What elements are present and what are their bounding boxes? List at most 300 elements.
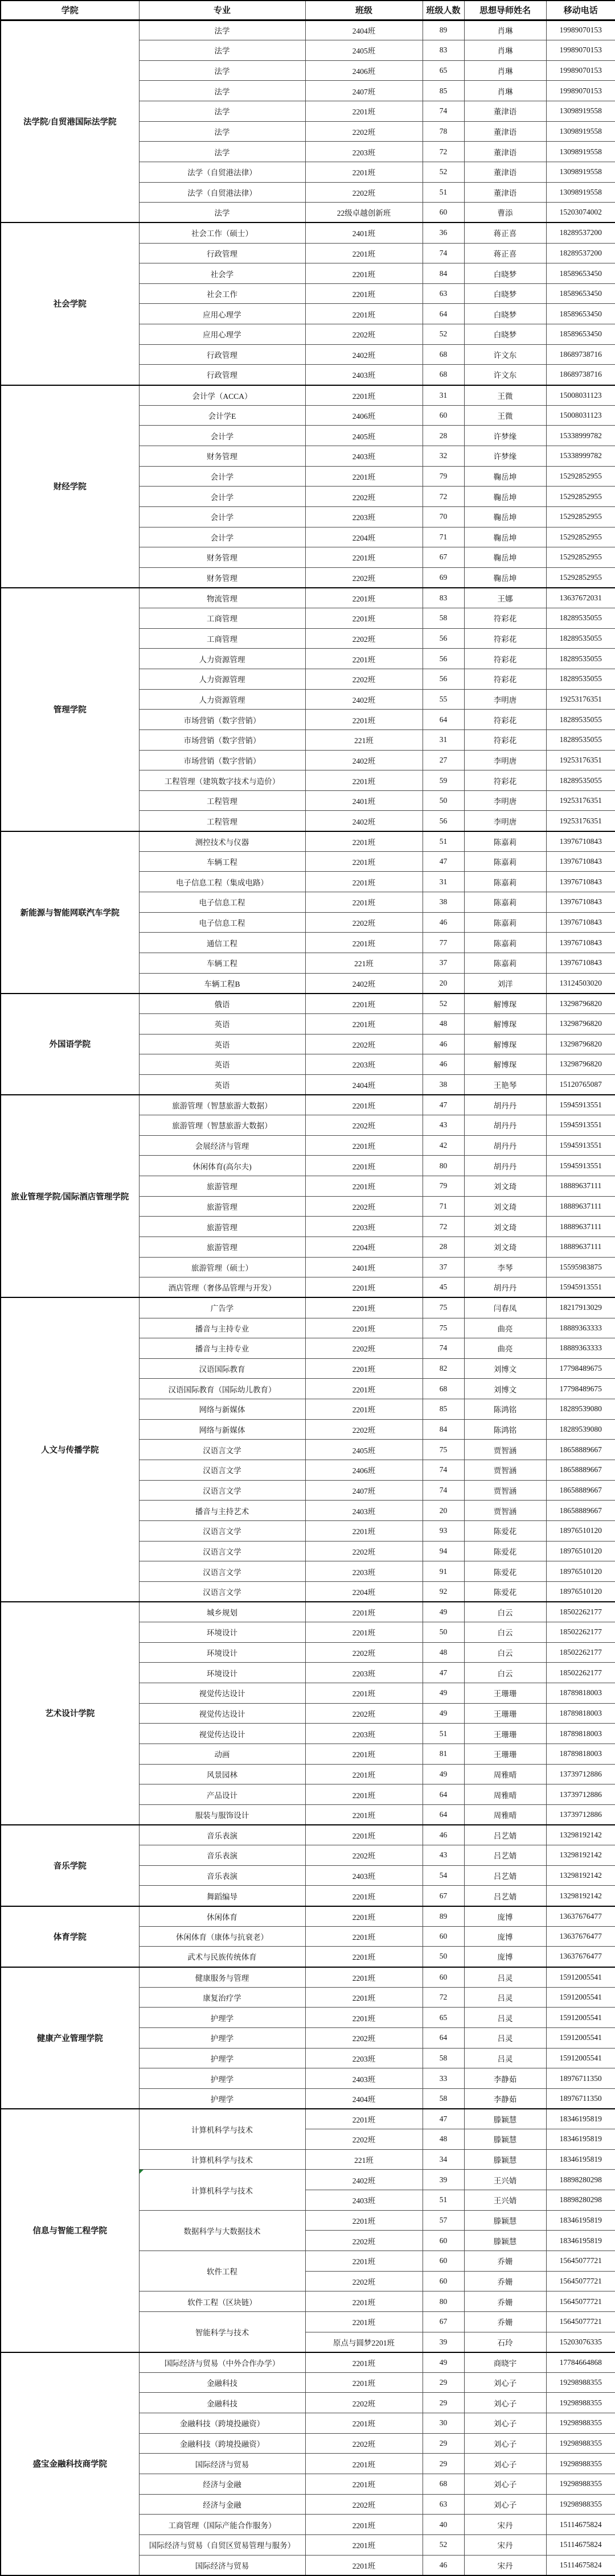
phone-cell: 19298988355	[546, 2413, 615, 2434]
college-cell: 音乐学院	[1, 1825, 139, 1906]
mentor-cell: 白晓梦	[464, 263, 546, 284]
count-cell: 78	[423, 121, 464, 142]
count-cell: 47	[423, 2109, 464, 2129]
mentor-cell: 白晓梦	[464, 324, 546, 345]
phone-cell: 13739712886	[546, 1804, 615, 1825]
major-cell: 金融科技	[139, 2393, 305, 2413]
class-cell: 2202班	[305, 1845, 423, 1866]
count-cell: 40	[423, 2515, 464, 2535]
major-cell: 环境设计	[139, 1622, 305, 1643]
class-cell: 2405班	[305, 426, 423, 446]
major-cell: 工商管理	[139, 628, 305, 649]
major-cell: 会计学	[139, 487, 305, 507]
count-cell: 94	[423, 1541, 464, 1561]
class-cell: 221班	[305, 953, 423, 973]
count-cell: 51	[423, 2190, 464, 2211]
mentor-cell: 符彩花	[464, 770, 546, 791]
major-cell: 法学	[139, 20, 305, 40]
count-cell: 64	[423, 304, 464, 324]
count-cell: 92	[423, 1581, 464, 1602]
phone-cell: 19298988355	[546, 2454, 615, 2474]
phone-cell: 13637676477	[546, 1906, 615, 1927]
major-cell: 汉语言文学	[139, 1480, 305, 1501]
mentor-cell: 陈嘉莉	[464, 831, 546, 852]
major-cell: 市场营销（数字营销）	[139, 729, 305, 750]
count-cell: 58	[423, 2048, 464, 2068]
major-cell: 英语	[139, 1054, 305, 1075]
major-cell: 武术与民族传统体育	[139, 1947, 305, 1967]
count-cell: 51	[423, 1724, 464, 1744]
phone-cell: 19253176351	[546, 750, 615, 770]
mentor-cell: 吕灵	[464, 2048, 546, 2068]
class-cell: 2201班	[305, 243, 423, 263]
major-cell: 车辆工程B	[139, 973, 305, 994]
major-cell: 法学	[139, 121, 305, 142]
phone-cell: 13098919558	[546, 121, 615, 142]
major-cell: 护理学	[139, 2088, 305, 2109]
class-cell: 2202班	[305, 487, 423, 507]
class-cell: 2201班	[305, 1135, 423, 1156]
mentor-cell: 陈嘉莉	[464, 953, 546, 973]
major-cell: 应用心理学	[139, 324, 305, 345]
phone-cell: 18976510120	[546, 1541, 615, 1561]
major-cell: 风景园林	[139, 1764, 305, 1784]
count-cell: 60	[423, 2231, 464, 2251]
phone-cell: 18289535055	[546, 608, 615, 629]
count-cell: 49	[423, 1602, 464, 1622]
class-cell: 2201班	[305, 1886, 423, 1906]
major-cell: 网络与新媒体	[139, 1419, 305, 1440]
mentor-cell: 曲亮	[464, 1338, 546, 1359]
major-cell: 会计学（ACCA）	[139, 385, 305, 406]
class-cell: 2201班	[305, 1906, 423, 1927]
count-cell: 79	[423, 1176, 464, 1197]
table-row	[1, 1906, 615, 1927]
count-cell: 89	[423, 20, 464, 40]
phone-cell: 18289539080	[546, 1419, 615, 1440]
count-cell: 81	[423, 1744, 464, 1764]
phone-cell: 15338999782	[546, 426, 615, 446]
mentor-cell: 许梦缘	[464, 446, 546, 466]
count-cell: 46	[423, 2555, 464, 2575]
mentor-cell: 吕灵	[464, 1987, 546, 2008]
major-cell: 车辆工程	[139, 953, 305, 973]
mentor-cell: 刘博文	[464, 1379, 546, 1399]
mentor-cell: 白云	[464, 1642, 546, 1663]
class-cell: 2201班	[305, 101, 423, 122]
major-cell: 社会工作	[139, 283, 305, 304]
mentor-cell: 陈爱花	[464, 1541, 546, 1561]
count-cell: 47	[423, 1663, 464, 1683]
class-cell: 2201班	[305, 1825, 423, 1845]
count-cell: 28	[423, 1237, 464, 1257]
count-cell: 75	[423, 1440, 464, 1460]
count-cell: 68	[423, 344, 464, 365]
mentor-cell: 曲亮	[464, 1318, 546, 1338]
major-cell: 国际经济与贸易（自贸区贸易管理与服务）	[139, 2534, 305, 2555]
count-cell: 52	[423, 2534, 464, 2555]
mentor-cell: 董津语	[464, 101, 546, 122]
class-cell: 2201班	[305, 2454, 423, 2474]
count-cell: 71	[423, 527, 464, 547]
phone-cell: 18502262177	[546, 1663, 615, 1683]
major-cell: 工程管理	[139, 811, 305, 831]
mentor-cell: 许文东	[464, 344, 546, 365]
class-cell: 2402班	[305, 2170, 423, 2190]
college-cell: 财经学院	[1, 385, 139, 588]
major-cell: 汉语言文学	[139, 1460, 305, 1480]
mentor-cell: 吕灵	[464, 2027, 546, 2048]
phone-cell: 18346195819	[546, 2210, 615, 2231]
phone-cell: 18289535055	[546, 710, 615, 730]
phone-cell: 15945913551	[546, 1095, 615, 1115]
mentor-cell: 陈鸿铭	[464, 1419, 546, 1440]
count-cell: 50	[423, 1622, 464, 1643]
major-cell: 广告学	[139, 1297, 305, 1318]
count-cell: 69	[423, 567, 464, 588]
class-cell: 2201班	[305, 2311, 423, 2332]
class-cell: 2203班	[305, 506, 423, 527]
phone-cell: 15912005541	[546, 2008, 615, 2028]
count-cell: 43	[423, 1845, 464, 1866]
phone-cell: 15008031123	[546, 385, 615, 406]
mentor-cell: 符彩花	[464, 669, 546, 690]
mentor-cell: 符彩花	[464, 649, 546, 669]
phone-cell: 18289535055	[546, 669, 615, 690]
major-cell: 国际经济与贸易	[139, 2454, 305, 2474]
phone-cell: 13298796820	[546, 1054, 615, 1075]
count-cell: 46	[423, 912, 464, 933]
major-cell: 产品设计	[139, 1784, 305, 1805]
mentor-cell: 贾智涵	[464, 1460, 546, 1480]
class-cell: 2203班	[305, 1054, 423, 1075]
phone-cell: 18502262177	[546, 1622, 615, 1643]
phone-cell: 13976710843	[546, 953, 615, 973]
class-cell: 2201班	[305, 892, 423, 913]
class-cell: 2403班	[305, 446, 423, 466]
class-cell: 2201班	[305, 831, 423, 852]
mentor-cell: 贾智涵	[464, 1480, 546, 1501]
major-cell: 旅游管理	[139, 1217, 305, 1237]
header-row	[1, 1, 615, 20]
count-cell: 36	[423, 222, 464, 243]
major-cell: 物流管理	[139, 588, 305, 608]
count-cell: 60	[423, 1967, 464, 1988]
phone-cell: 18502262177	[546, 1602, 615, 1622]
major-cell: 人力资源管理	[139, 649, 305, 669]
phone-cell: 18589653450	[546, 304, 615, 324]
major-cell: 会计学	[139, 527, 305, 547]
class-cell: 2404班	[305, 1074, 423, 1095]
count-cell: 67	[423, 2311, 464, 2332]
count-cell: 55	[423, 689, 464, 710]
class-cell: 2201班	[305, 283, 423, 304]
college-cell: 社会学院	[1, 222, 139, 385]
mentor-cell: 董津语	[464, 121, 546, 142]
phone-cell: 15945913551	[546, 1156, 615, 1176]
major-cell: 财务管理	[139, 446, 305, 466]
phone-cell: 13298796820	[546, 1013, 615, 1034]
major-cell: 人力资源管理	[139, 669, 305, 690]
table-row	[1, 2109, 615, 2129]
phone-cell: 13976710843	[546, 872, 615, 892]
class-cell: 2202班	[305, 1196, 423, 1217]
mentor-cell: 鞠岳坤	[464, 547, 546, 568]
class-cell: 2203班	[305, 1724, 423, 1744]
major-cell: 汉语国际教育	[139, 1358, 305, 1379]
class-cell: 2401班	[305, 1257, 423, 1277]
phone-cell: 18689738716	[546, 344, 615, 365]
major-cell: 电子信息工程	[139, 912, 305, 933]
class-cell: 原点与圆梦2201班	[305, 2332, 423, 2352]
class-cell: 2201班	[305, 2534, 423, 2555]
class-cell: 2202班	[305, 2393, 423, 2413]
count-cell: 48	[423, 2129, 464, 2150]
mentor-cell: 刘文琦	[464, 1217, 546, 1237]
mentor-cell: 吕艺婧	[464, 1865, 546, 1886]
class-cell: 2203班	[305, 1663, 423, 1683]
college-cell: 信息与智能工程学院	[1, 2109, 139, 2352]
table-row	[1, 1095, 615, 1115]
college-cell: 盛宝金融科技商学院	[1, 2352, 139, 2575]
major-cell: 测控技术与仪器	[139, 831, 305, 852]
phone-cell: 18289535055	[546, 649, 615, 669]
class-cell: 2201班	[305, 1987, 423, 2008]
phone-cell: 18289535055	[546, 729, 615, 750]
class-cell: 2201班	[305, 2109, 423, 2129]
major-cell: 会计学E	[139, 405, 305, 426]
class-cell: 2201班	[305, 547, 423, 568]
count-cell: 37	[423, 953, 464, 973]
phone-cell: 13637676477	[546, 1926, 615, 1947]
class-cell: 2201班	[305, 2474, 423, 2495]
class-cell: 2401班	[305, 790, 423, 811]
count-cell: 30	[423, 2413, 464, 2434]
phone-cell: 13976710843	[546, 892, 615, 913]
class-cell: 2201班	[305, 851, 423, 872]
count-cell: 64	[423, 1784, 464, 1805]
class-cell: 2201班	[305, 1602, 423, 1622]
mentor-cell: 刘心子	[464, 2372, 546, 2393]
phone-cell: 18658889667	[546, 1480, 615, 1501]
count-cell: 65	[423, 60, 464, 81]
major-cell: 休闲体育	[139, 1906, 305, 1927]
phone-cell: 13976710843	[546, 933, 615, 953]
phone-cell: 13637672031	[546, 588, 615, 608]
class-cell: 2201班	[305, 2352, 423, 2373]
count-cell: 75	[423, 1318, 464, 1338]
count-cell: 58	[423, 608, 464, 629]
mentor-cell: 符彩花	[464, 628, 546, 649]
class-cell: 2201班	[305, 2291, 423, 2312]
mentor-cell: 白晓梦	[464, 283, 546, 304]
mentor-cell: 刘心子	[464, 2433, 546, 2454]
class-cell: 2406班	[305, 1460, 423, 1480]
major-cell: 财务管理	[139, 567, 305, 588]
major-cell: 旅游管理（智慧旅游大数据）	[139, 1095, 305, 1115]
mentor-cell: 肖琳	[464, 60, 546, 81]
class-cell: 22级卓越创新班	[305, 203, 423, 223]
count-cell: 82	[423, 1358, 464, 1379]
count-cell: 91	[423, 1561, 464, 1582]
count-cell: 60	[423, 2271, 464, 2291]
count-cell: 59	[423, 770, 464, 791]
class-cell: 2201班	[305, 588, 423, 608]
mentor-cell: 刘心子	[464, 2494, 546, 2515]
major-cell: 视觉传达设计	[139, 1724, 305, 1744]
class-cell: 2201班	[305, 994, 423, 1014]
mentor-cell: 滕颖慧	[464, 2231, 546, 2251]
class-cell: 2402班	[305, 750, 423, 770]
mentor-cell: 鞠岳坤	[464, 487, 546, 507]
mentor-cell: 李明唐	[464, 790, 546, 811]
phone-cell: 13976710843	[546, 851, 615, 872]
phone-cell: 19989070153	[546, 81, 615, 101]
count-cell: 60	[423, 1926, 464, 1947]
count-cell: 56	[423, 649, 464, 669]
count-cell: 31	[423, 872, 464, 892]
class-cell: 2201班	[305, 1622, 423, 1643]
major-cell: 软件工程（区块链）	[139, 2291, 305, 2312]
phone-cell: 15945913551	[546, 1115, 615, 1136]
major-cell: 行政管理	[139, 243, 305, 263]
phone-cell: 18789818003	[546, 1683, 615, 1704]
table-row	[1, 994, 615, 1014]
count-cell: 56	[423, 669, 464, 690]
major-cell: 计算机科学与技术	[139, 2149, 305, 2170]
phone-cell: 19253176351	[546, 689, 615, 710]
table-row	[1, 20, 615, 40]
major-cell: 汉语言文学	[139, 1561, 305, 1582]
class-cell: 2202班	[305, 1541, 423, 1561]
class-cell: 2201班	[305, 162, 423, 182]
major-cell: 行政管理	[139, 344, 305, 365]
count-cell: 65	[423, 2008, 464, 2028]
mentor-cell: 解博琛	[464, 1013, 546, 1034]
class-cell: 2402班	[305, 689, 423, 710]
major-cell: 康复治疗学	[139, 1987, 305, 2008]
phone-cell: 19298988355	[546, 2494, 615, 2515]
class-cell: 2407班	[305, 1480, 423, 1501]
phone-cell: 17798489675	[546, 1379, 615, 1399]
mentor-cell: 刘心子	[464, 2454, 546, 2474]
mentor-cell: 胡丹丹	[464, 1115, 546, 1136]
major-cell: 俄语	[139, 994, 305, 1014]
major-cell: 健康服务与管理	[139, 1967, 305, 1988]
phone-cell: 15114675824	[546, 2555, 615, 2575]
count-cell: 67	[423, 547, 464, 568]
count-cell: 29	[423, 2393, 464, 2413]
mentor-cell: 吕艺婧	[464, 1825, 546, 1845]
major-cell: 法学	[139, 203, 305, 223]
mentor-cell: 陈嘉莉	[464, 933, 546, 953]
count-cell: 49	[423, 1683, 464, 1704]
major-cell: 数据科学与大数据技术	[139, 2210, 305, 2251]
phone-cell: 18589653450	[546, 324, 615, 345]
major-cell: 视觉传达设计	[139, 1683, 305, 1704]
phone-cell: 13739712886	[546, 1784, 615, 1805]
college-cell: 管理学院	[1, 588, 139, 831]
phone-cell: 15292852955	[546, 527, 615, 547]
major-cell: 服装与服饰设计	[139, 1804, 305, 1825]
major-cell: 应用心理学	[139, 304, 305, 324]
class-cell: 2202班	[305, 2231, 423, 2251]
class-cell: 2201班	[305, 1013, 423, 1034]
count-cell: 74	[423, 243, 464, 263]
mentor-cell: 王珊珊	[464, 1683, 546, 1704]
major-cell: 休闲体育（康体与抗衰老）	[139, 1926, 305, 1947]
class-cell: 2202班	[305, 2129, 423, 2150]
mentor-cell: 刘文琦	[464, 1237, 546, 1257]
count-cell: 47	[423, 1095, 464, 1115]
mentor-cell: 闫春凤	[464, 1297, 546, 1318]
mentor-cell: 王兴婧	[464, 2170, 546, 2190]
phone-cell: 13637676477	[546, 1947, 615, 1967]
count-cell: 89	[423, 1906, 464, 1927]
mentor-cell: 李静茹	[464, 2068, 546, 2089]
class-cell: 2406班	[305, 60, 423, 81]
phone-cell: 18889363333	[546, 1338, 615, 1359]
major-cell: 法学	[139, 81, 305, 101]
count-cell: 80	[423, 1156, 464, 1176]
phone-cell: 18346195819	[546, 2149, 615, 2170]
count-cell: 48	[423, 1642, 464, 1663]
count-cell: 29	[423, 2454, 464, 2474]
count-cell: 31	[423, 729, 464, 750]
major-cell: 会展经济与管理	[139, 1135, 305, 1156]
major-cell: 英语	[139, 1074, 305, 1095]
major-cell: 法学（自贸港法律）	[139, 182, 305, 203]
count-cell: 46	[423, 1054, 464, 1075]
count-cell: 33	[423, 2068, 464, 2089]
table-row	[1, 1602, 615, 1622]
table-header	[1, 1, 615, 20]
count-cell: 60	[423, 203, 464, 223]
mentor-cell: 宋丹	[464, 2534, 546, 2555]
major-cell: 音乐表演	[139, 1845, 305, 1866]
phone-cell: 13098919558	[546, 101, 615, 122]
class-cell: 2201班	[305, 2210, 423, 2231]
mentor-cell: 王艳琴	[464, 1074, 546, 1095]
class-cell: 2201班	[305, 1358, 423, 1379]
class-cell: 2204班	[305, 1237, 423, 1257]
class-cell: 2202班	[305, 1419, 423, 1440]
phone-cell: 18658889667	[546, 1501, 615, 1521]
count-cell: 64	[423, 710, 464, 730]
class-cell: 2405班	[305, 40, 423, 61]
mentor-cell: 许梦缘	[464, 426, 546, 446]
count-cell: 64	[423, 2027, 464, 2048]
count-cell: 46	[423, 1825, 464, 1845]
major-cell: 音乐表演	[139, 1825, 305, 1845]
count-cell: 79	[423, 466, 464, 487]
class-cell: 2201班	[305, 608, 423, 629]
phone-cell: 18976711350	[546, 2068, 615, 2089]
count-cell: 52	[423, 162, 464, 182]
mentor-cell: 王珊珊	[464, 1703, 546, 1724]
mentor-cell: 陈爱花	[464, 1520, 546, 1541]
mentor-cell: 符彩花	[464, 729, 546, 750]
count-cell: 93	[423, 1520, 464, 1541]
major-cell: 工程管理	[139, 790, 305, 811]
phone-cell: 15645077721	[546, 2251, 615, 2271]
count-cell: 29	[423, 2372, 464, 2393]
mentor-cell: 吕灵	[464, 2008, 546, 2028]
major-cell: 会计学	[139, 466, 305, 487]
mentor-cell: 李琴	[464, 1257, 546, 1277]
class-cell: 2202班	[305, 669, 423, 690]
count-cell: 49	[423, 1764, 464, 1784]
